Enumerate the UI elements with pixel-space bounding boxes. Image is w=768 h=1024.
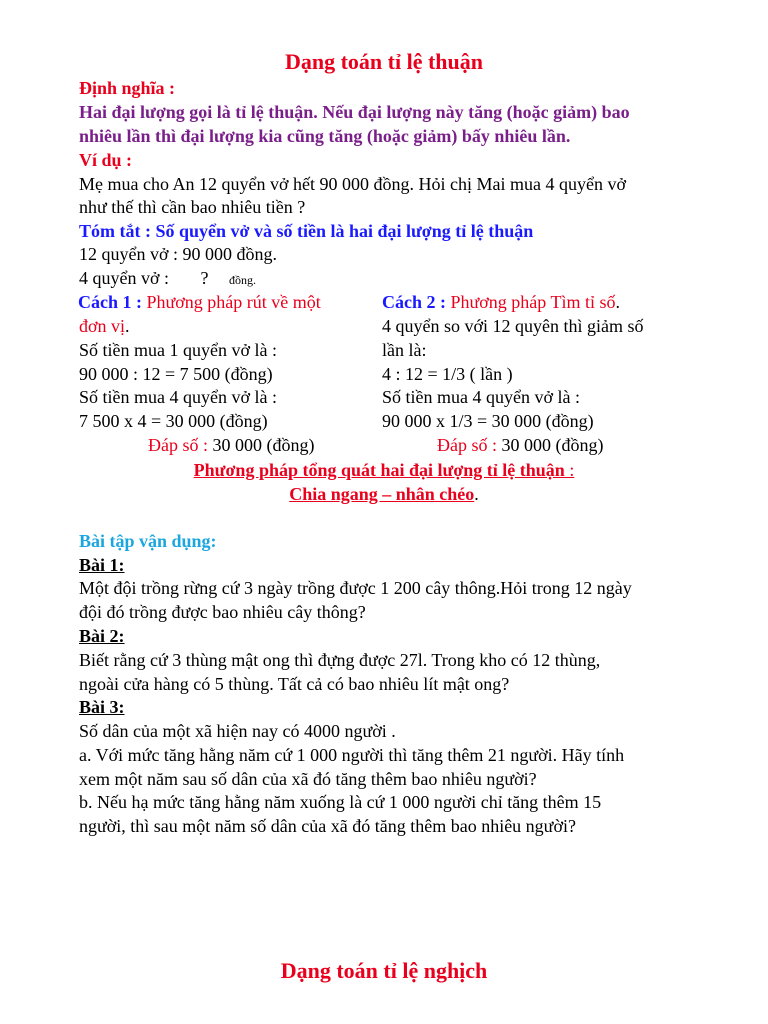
exercise-3-line-3: xem một năm sau số dân của xã đó tăng thêm bao nhiêu người? [79,769,537,789]
page-title: Dạng toán tỉ lệ thuận [284,49,484,74]
general-method-line-1 [0,459,768,481]
exercise-1-line-2: đội đó trồng được bao nhiêu cây thông? [79,602,366,622]
method-2-step-1a: 4 quyển so với 12 quyên thì giảm số [382,316,644,336]
definition-line-1: Hai đại lượng gọi là tỉ lệ thuận. Nếu đại lượng này tăng (hoặc giảm) bao [79,102,630,122]
exercise-1-label: Bài 1: [79,555,125,575]
method-1-answer-label: Đáp số : [148,435,208,455]
exercise-1-line-1: Một đội trồng rừng cứ 3 ngày trồng được 1 200 cây thông.Hỏi trong 12 ngày [79,578,632,598]
method-1-step-1: Số tiền mua 1 quyển vở là : [79,340,277,360]
method-1-name-end: . [125,316,130,336]
method-1-calc-2: 7 500 x 4 = 30 000 (đồng) [79,411,268,431]
exercise-2-line-1: Biết rằng cứ 3 thùng mật ong thì đựng được 27l. Trong kho có 12 thùng, [79,650,601,670]
method-2-calc-1: 4 : 12 = 1/3 ( lần ) [382,364,513,384]
example-given-1: 12 quyển vở : 90 000 đồng. [79,244,278,264]
definition-label: Định nghĩa : [79,78,176,98]
given-2-text: 4 quyển vở : ? [79,268,209,288]
method-1-calc-1: 90 000 : 12 = 7 500 (đồng) [79,364,273,384]
exercise-3-label: Bài 3: [79,697,125,717]
example-summary: Tóm tắt : Số quyển vở và số tiền là hai đại lượng tỉ lệ thuận [79,221,534,241]
method-1-answer [148,434,315,456]
general-method-colon: : [564,460,575,480]
method-1-name: Phương pháp rút về một [142,292,321,312]
exercise-3-line-5: người, thì sau một năm số dân của xã đó tăng thêm bao nhiêu người? [79,816,576,836]
example-line-1: Mẹ mua cho An 12 quyển vở hết 90 000 đồng. Hỏi chị Mai mua 4 quyển vở [79,174,626,194]
method-1-title-cont [79,315,130,337]
next-section-title: Dạng toán tỉ lệ nghịch [280,958,488,983]
method-1-name-2: đơn vị [79,316,126,336]
method-2-step-1b: lần là: [382,340,427,360]
example-label: Ví dụ : [79,150,133,170]
method-2-answer-label: Đáp số : [437,435,497,455]
exercise-3-line-1: Số dân của một xã hiện nay có 4000 người . [79,721,396,741]
method-2-name-end: . [615,292,620,312]
method-1-title [78,291,321,313]
example-line-2: như thế thì cần bao nhiêu tiền ? [79,197,306,217]
exercises-label: Bài tập vận dụng: [79,531,217,551]
given-2-unit: đồng. [229,273,256,287]
method-2-label: Cách 2 : [382,292,446,312]
general-method-rule: Chia ngang – nhân chéo [289,484,475,504]
method-1-step-2: Số tiền mua 4 quyển vở là : [79,387,277,407]
method-2-name: Phương pháp Tìm tỉ số [446,292,616,312]
exercise-3-line-4: b. Nếu hạ mức tăng hằng năm xuống là cứ 1 000 người chỉ tăng thêm 15 [79,792,602,812]
general-method-line-2 [0,483,768,505]
method-1-label: Cách 1 : [78,292,142,312]
method-2-calc-2: 90 000 x 1/3 = 30 000 (đồng) [382,411,594,431]
exercise-2-line-2: ngoài cửa hàng có 5 thùng. Tất cả có bao nhiêu lít mật ong? [79,674,510,694]
method-2-answer [437,434,604,456]
exercise-2-label: Bài 2: [79,626,125,646]
general-method-rule-end: . [474,484,479,504]
method-2-step-2: Số tiền mua 4 quyển vở là : [382,387,580,407]
exercise-3-line-2: a. Với mức tăng hằng năm cứ 1 000 người thì tăng thêm 21 người. Hãy tính [79,745,625,765]
method-2-answer-value: 30 000 (đồng) [497,435,604,455]
definition-line-2: nhiêu lần thì đại lượng kia cũng tăng (hoặc giảm) bấy nhiêu lần. [79,126,571,146]
method-1-answer-value: 30 000 (đồng) [208,435,315,455]
general-method-title: Phương pháp tổng quát hai đại lượng tỉ lệ thuận [193,460,565,480]
example-given-2 [79,267,256,291]
method-2-title [382,291,620,313]
